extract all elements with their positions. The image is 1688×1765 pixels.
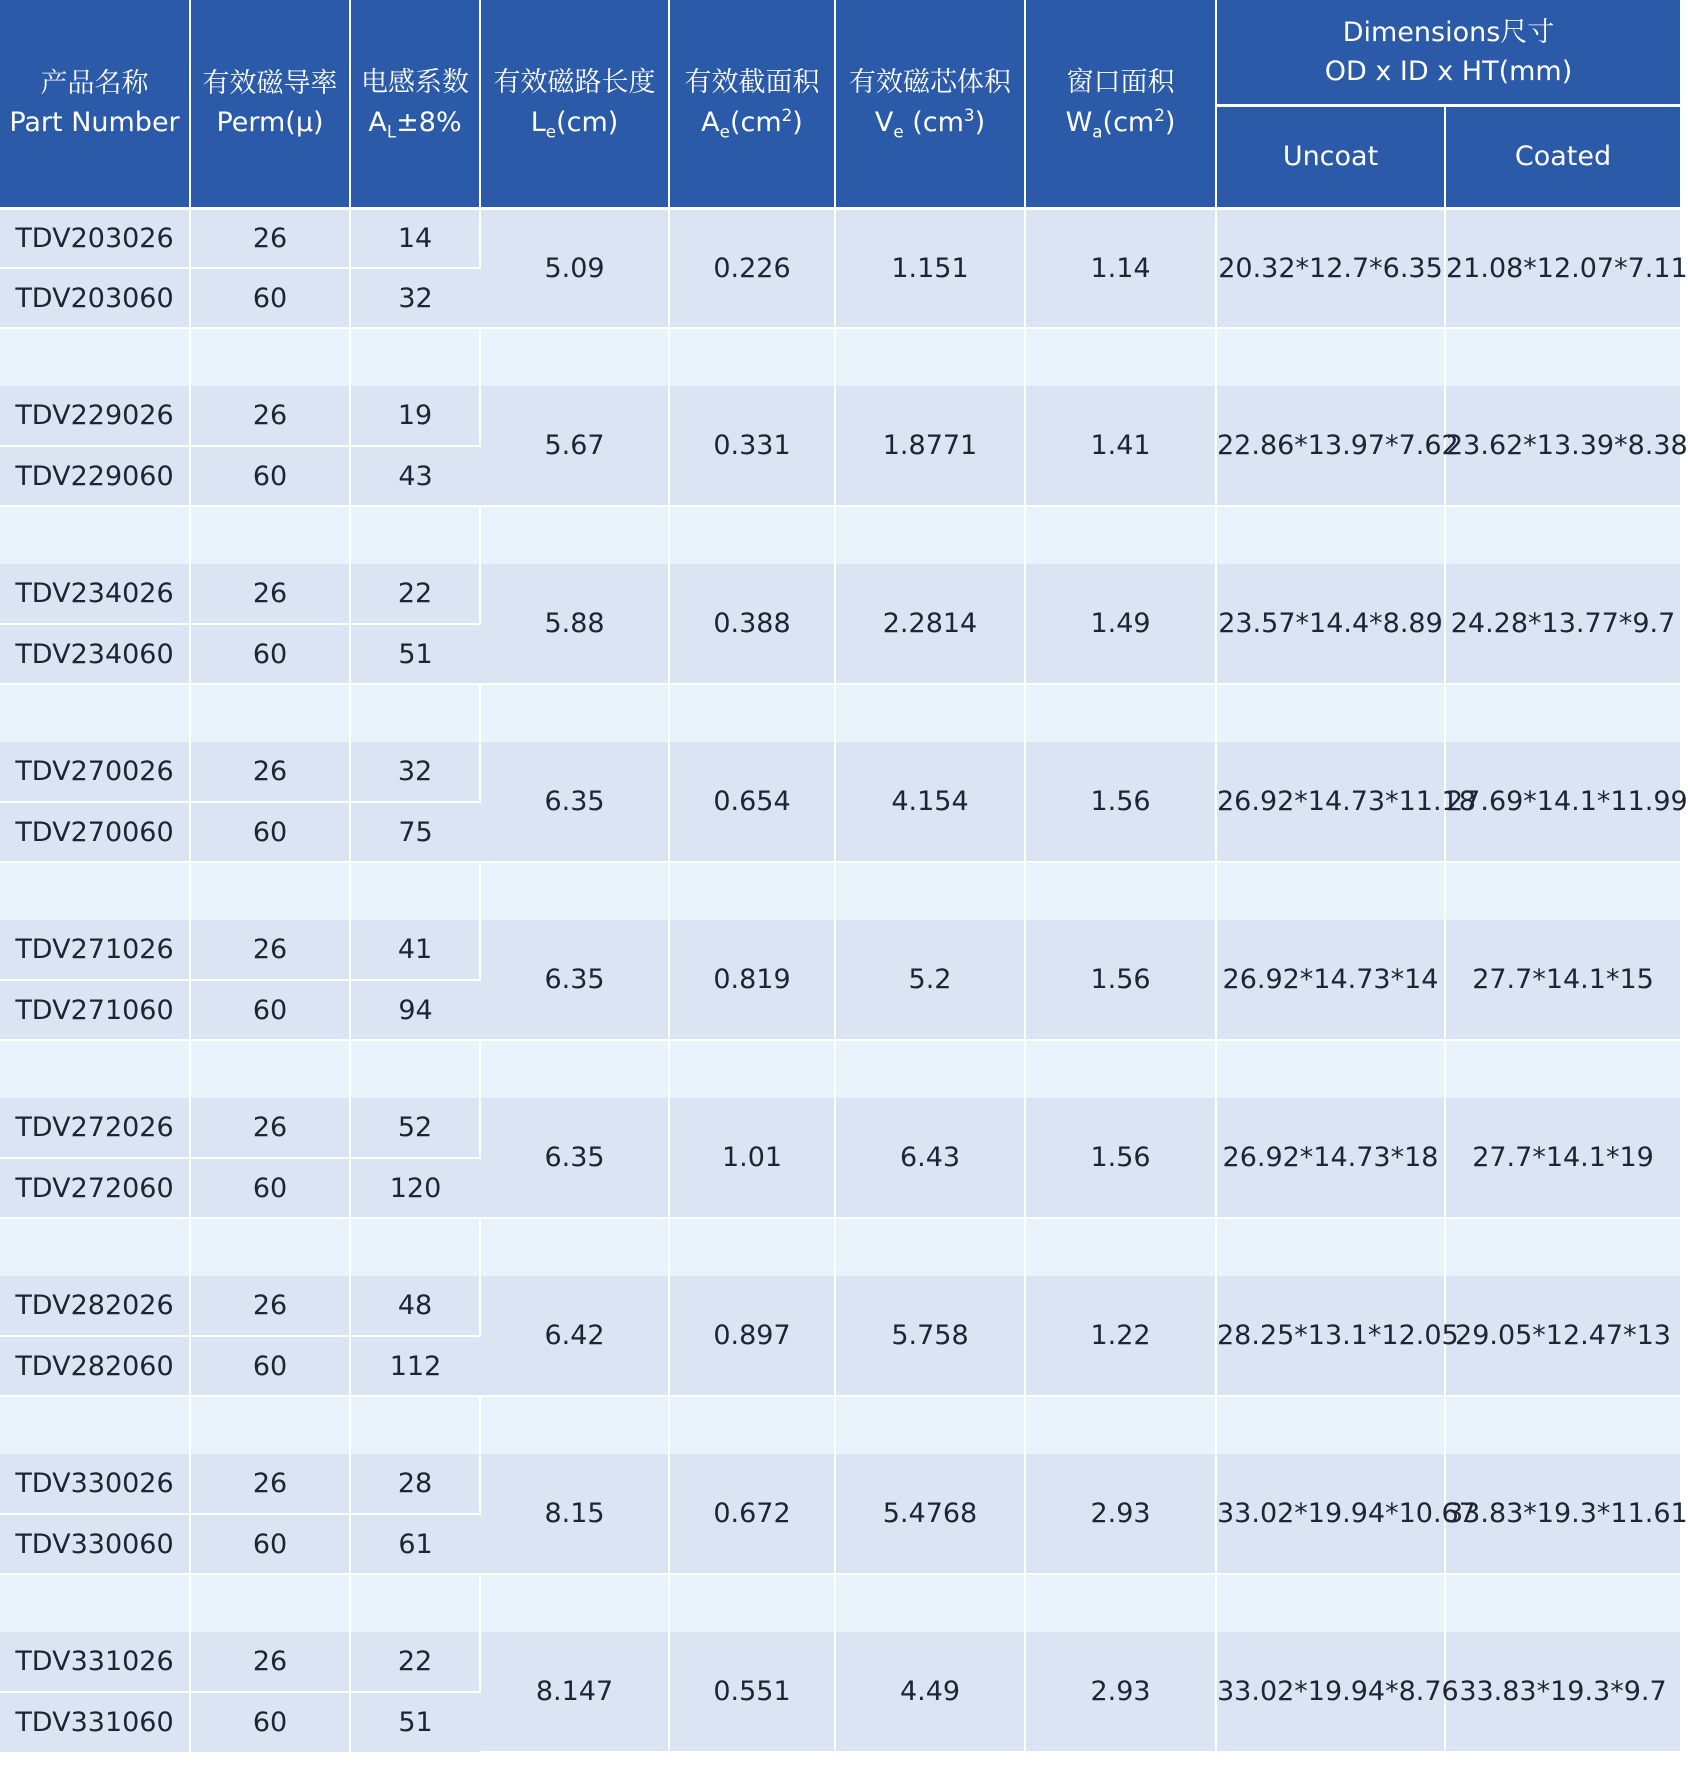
part-number-cell: TDV234026 [0, 564, 190, 624]
al-cell: 32 [350, 742, 480, 802]
ve-cell: 4.154 [835, 742, 1025, 862]
perm-cell: 26 [190, 1276, 350, 1336]
part-number-cell: TDV271060 [0, 980, 190, 1040]
ve-cell: 6.43 [835, 1098, 1025, 1218]
uncoat-dimension-cell: 26.92*14.73*14 [1216, 920, 1445, 1040]
le-cell: 6.35 [480, 1098, 669, 1218]
spacer-cell [350, 684, 480, 742]
al-cell: 14 [350, 208, 480, 268]
ae-cell: 0.388 [669, 564, 835, 684]
le-cell: 6.42 [480, 1276, 669, 1396]
header-wa-tail: ) [1164, 106, 1176, 138]
al-cell: 120 [350, 1158, 480, 1218]
spacer-cell [480, 862, 669, 920]
header-dim-line1: Dimensions尺寸 [1342, 16, 1555, 48]
wa-cell: 1.56 [1025, 1098, 1216, 1218]
coated-dimension-cell: 27.7*14.1*19 [1445, 1098, 1680, 1218]
header-ve-sup: 3 [963, 104, 975, 125]
table-row [0, 920, 1680, 980]
header-al-cn: 电感系数 [361, 67, 469, 99]
spacer-cell [835, 1040, 1025, 1098]
uncoat-dimension-cell: 28.25*13.1*12.05 [1216, 1276, 1445, 1396]
table-row [0, 1276, 1680, 1336]
part-number-cell: TDV330060 [0, 1514, 190, 1574]
part-number-cell: TDV270026 [0, 742, 190, 802]
uncoat-dimension-cell: 26.92*14.73*11.18 [1216, 742, 1445, 862]
spacer-cell [669, 506, 835, 564]
header-perm [190, 0, 350, 208]
coated-dimension-cell: 27.7*14.1*15 [1445, 920, 1680, 1040]
spacer-cell [835, 506, 1025, 564]
table-row [0, 208, 1680, 268]
perm-cell: 26 [190, 920, 350, 980]
part-number-cell: TDV229026 [0, 386, 190, 446]
spacer-cell [835, 684, 1025, 742]
header-ae-sup: 2 [781, 104, 793, 125]
wa-cell: 1.14 [1025, 208, 1216, 328]
spacer-cell [190, 684, 350, 742]
coated-dimension-cell: 21.08*12.07*7.11 [1445, 208, 1680, 328]
header-wa [1025, 0, 1216, 208]
coated-dimension-cell: 33.83*19.3*9.7 [1445, 1632, 1680, 1752]
spacer-cell [190, 862, 350, 920]
spacer-cell [0, 1396, 190, 1454]
header-dim-line2: OD x ID x HT(mm) [1324, 55, 1573, 87]
header-ae-mid: (cm [729, 106, 782, 138]
spacer-cell [1025, 684, 1216, 742]
wa-cell: 1.56 [1025, 742, 1216, 862]
part-number-cell: TDV330026 [0, 1454, 190, 1514]
header-ve-mid: (cm [903, 106, 964, 138]
header-al-tail: ±8% [396, 106, 462, 138]
uncoat-dimension-cell: 22.86*13.97*7.62 [1216, 386, 1445, 506]
coated-dimension-cell: 27.69*14.1*11.99 [1445, 742, 1680, 862]
ve-cell: 4.49 [835, 1632, 1025, 1752]
spacer-cell [1216, 1396, 1445, 1454]
spacer-cell [1025, 862, 1216, 920]
al-cell: 52 [350, 1098, 480, 1158]
perm-cell: 26 [190, 564, 350, 624]
ae-cell: 0.672 [669, 1454, 835, 1574]
perm-cell: 60 [190, 980, 350, 1040]
spacer-cell [350, 862, 480, 920]
wa-cell: 2.93 [1025, 1454, 1216, 1574]
spacer-cell [0, 506, 190, 564]
le-cell: 5.88 [480, 564, 669, 684]
spacer-cell [350, 1218, 480, 1276]
al-cell: 19 [350, 386, 480, 446]
spacer-cell [190, 328, 350, 386]
le-cell: 6.35 [480, 920, 669, 1040]
spacer-cell [1445, 1040, 1680, 1098]
header-perm-cn: 有效磁导率 [202, 68, 338, 100]
spacer-cell [1445, 328, 1680, 386]
part-number-cell: TDV331026 [0, 1632, 190, 1692]
spacer-cell [0, 1218, 190, 1276]
spacer-cell [190, 1040, 350, 1098]
le-cell: 8.15 [480, 1454, 669, 1574]
header-dimensions [1216, 0, 1680, 105]
spacer-cell [480, 1396, 669, 1454]
al-cell: 51 [398, 1707, 433, 1738]
al-cell: 61 [350, 1514, 480, 1574]
spacer-cell [190, 506, 350, 564]
perm-cell: 60 [190, 268, 350, 328]
spacer-cell [190, 1396, 350, 1454]
perm-cell: 26 [190, 1454, 350, 1514]
header-ve-cn: 有效磁芯体积 [849, 67, 1011, 99]
part-number-cell: TDV272026 [0, 1098, 190, 1158]
spacer-cell [1216, 1040, 1445, 1098]
spacer-cell [1025, 1040, 1216, 1098]
header-part-cn: 产品名称 [40, 68, 149, 100]
perm-cell: 60 [190, 1336, 350, 1396]
perm-cell: 60 [190, 1692, 350, 1752]
spacer-cell [1216, 684, 1445, 742]
spacer-cell [350, 1396, 480, 1454]
perm-cell: 60 [190, 1158, 350, 1218]
uncoat-dimension-cell: 20.32*12.7*6.35 [1216, 208, 1445, 328]
al-cell: 112 [350, 1336, 480, 1396]
al-cell: 32 [350, 268, 480, 328]
part-number-cell: TDV234060 [0, 624, 190, 684]
spacer-cell [1216, 506, 1445, 564]
perm-cell: 26 [190, 1632, 350, 1692]
spacer-cell [835, 1396, 1025, 1454]
perm-cell: 60 [190, 446, 350, 506]
al-cell: 22 [350, 564, 480, 624]
ae-cell: 0.551 [669, 1632, 835, 1752]
part-number-cell: TDV282060 [0, 1336, 190, 1396]
spacer-cell [1216, 328, 1445, 386]
header-uncoat: Uncoat [1216, 105, 1445, 208]
spacer-row [0, 328, 1680, 386]
header-al-base: A [368, 106, 387, 138]
perm-cell: 26 [190, 386, 350, 446]
header-wa-sub: a [1092, 120, 1103, 141]
ve-cell: 2.2814 [835, 564, 1025, 684]
header-ae [669, 0, 835, 208]
spacer-cell [190, 1218, 350, 1276]
al-cell: 41 [350, 920, 480, 980]
part-number-cell: TDV229060 [0, 446, 190, 506]
ve-cell: 5.2 [835, 920, 1025, 1040]
perm-cell: 26 [190, 1098, 350, 1158]
spacer-row [0, 506, 1680, 564]
header-wa-cn: 窗口面积 [1066, 67, 1175, 99]
spacer-cell [480, 684, 669, 742]
header-al [350, 0, 480, 208]
header-wa-mid: (cm [1102, 106, 1155, 138]
ve-cell: 5.4768 [835, 1454, 1025, 1574]
spacer-cell [835, 328, 1025, 386]
table-row [0, 386, 1680, 446]
spacer-cell [1445, 506, 1680, 564]
al-cell: 75 [350, 802, 480, 862]
part-number-cell: TDV270060 [0, 802, 190, 862]
part-number-cell: TDV203026 [0, 208, 190, 268]
spacer-cell [1216, 862, 1445, 920]
spacer-cell [669, 684, 835, 742]
wa-cell: 1.56 [1025, 920, 1216, 1040]
header-al-sub: L [386, 120, 397, 141]
spacer-cell [669, 1040, 835, 1098]
perm-cell: 60 [190, 1514, 350, 1574]
spacer-cell [1445, 684, 1680, 742]
wa-cell: 1.41 [1025, 386, 1216, 506]
header-part-number [0, 0, 190, 208]
part-number-cell: TDV282026 [0, 1276, 190, 1336]
part-number-cell: TDV271026 [0, 920, 190, 980]
ae-cell: 0.226 [669, 208, 835, 328]
spacer-row [0, 1574, 1680, 1632]
table-row [0, 1454, 1680, 1514]
ae-cell: 0.897 [669, 1276, 835, 1396]
header-ae-tail: ) [792, 106, 803, 138]
spacer-cell [669, 1218, 835, 1276]
le-cell: 5.09 [480, 208, 669, 328]
perm-cell: 60 [190, 624, 350, 684]
header-ae-sub: e [719, 120, 730, 141]
spacer-row [0, 1218, 1680, 1276]
spacer-cell [1025, 1218, 1216, 1276]
header-perm-en: Perm(μ) [216, 107, 324, 139]
al-cell: 48 [350, 1276, 480, 1336]
spacer-cell [0, 862, 190, 920]
header-part-en: Part Number [9, 107, 180, 139]
part-number-cell: TDV272060 [0, 1158, 190, 1218]
header-ve-sub: e [893, 120, 904, 141]
spacer-cell [480, 506, 669, 564]
spacer-row [0, 1396, 1680, 1454]
spacer-cell [480, 1574, 669, 1632]
spacer-cell [1216, 1574, 1445, 1632]
spacer-cell [835, 1218, 1025, 1276]
al-cell: 22 [350, 1632, 480, 1692]
table-row [0, 742, 1680, 802]
spacer-cell [1445, 862, 1680, 920]
spacer-cell [669, 328, 835, 386]
perm-cell: 60 [190, 802, 350, 862]
spacer-cell [480, 328, 669, 386]
al-cell: 43 [350, 446, 480, 506]
spacer-cell [0, 328, 190, 386]
wa-cell: 1.49 [1025, 564, 1216, 684]
ae-cell: 0.331 [669, 386, 835, 506]
wa-cell: 2.93 [1025, 1632, 1216, 1752]
spacer-cell [1445, 1218, 1680, 1276]
header-ve-tail: ) [974, 106, 986, 138]
coated-dimension-cell: 23.62*13.39*8.38 [1445, 386, 1680, 506]
ve-cell: 5.758 [835, 1276, 1025, 1396]
table-row [0, 1632, 1680, 1692]
al-cell: 94 [350, 980, 480, 1040]
uncoat-dimension-cell: 33.02*19.94*10.67 [1216, 1454, 1445, 1574]
uncoat-dimension-cell: 26.92*14.73*18 [1216, 1098, 1445, 1218]
header-ae-cn: 有效截面积 [684, 67, 820, 99]
header-le-cn: 有效磁路长度 [493, 67, 656, 99]
perm-cell: 26 [190, 742, 350, 802]
ae-cell: 0.654 [669, 742, 835, 862]
ae-cell: 0.819 [669, 920, 835, 1040]
spacer-cell [835, 862, 1025, 920]
table-header [0, 0, 1680, 208]
coated-dimension-cell: 29.05*12.47*13 [1445, 1276, 1680, 1396]
spacer-cell [1025, 506, 1216, 564]
header-coated: Coated [1445, 105, 1680, 208]
spacer-cell [480, 1040, 669, 1098]
spacer-cell [350, 506, 480, 564]
spacer-cell [1025, 1396, 1216, 1454]
spacer-cell [1445, 1574, 1680, 1632]
spacer-row [0, 862, 1680, 920]
spacer-cell [1025, 1574, 1216, 1632]
spacer-row [0, 684, 1680, 742]
header-le [480, 0, 669, 208]
spacer-cell [1025, 328, 1216, 386]
table-row [0, 1098, 1680, 1158]
coated-dimension-cell: 33.83*19.3*11.61 [1445, 1454, 1680, 1574]
spacer-cell [480, 1218, 669, 1276]
header-wa-base: W [1065, 106, 1093, 138]
part-number-cell: TDV203060 [0, 268, 190, 328]
header-ve-base: V [874, 106, 894, 138]
al-cell: 51 [350, 624, 480, 684]
header-ae-base: A [701, 106, 720, 138]
header-le-sub: e [545, 120, 557, 141]
ve-cell: 1.8771 [835, 386, 1025, 506]
uncoat-dimension-cell: 23.57*14.4*8.89 [1216, 564, 1445, 684]
spacer-cell [190, 1574, 350, 1632]
uncoat-dimension-cell: 33.02*19.94*8.76 [1216, 1632, 1445, 1752]
spacer-cell [350, 1574, 480, 1632]
le-cell: 5.67 [480, 386, 669, 506]
header-ve [835, 0, 1025, 208]
spacer-row [0, 1040, 1680, 1098]
spacer-cell [669, 1396, 835, 1454]
ve-cell: 1.151 [835, 208, 1025, 328]
le-cell: 6.35 [480, 742, 669, 862]
spacer-cell [1445, 1396, 1680, 1454]
header-wa-sup: 2 [1154, 104, 1165, 125]
table-body [0, 208, 1688, 1752]
coated-dimension-cell: 24.28*13.77*9.7 [1445, 564, 1680, 684]
table-row [0, 564, 1680, 624]
spacer-cell [0, 1574, 190, 1632]
perm-cell: 26 [190, 208, 350, 268]
header-le-tail: (cm) [556, 106, 619, 138]
header-le-base: L [530, 106, 546, 138]
al-cell: 28 [350, 1454, 480, 1514]
wa-cell: 1.22 [1025, 1276, 1216, 1396]
spacer-cell [835, 1574, 1025, 1632]
spacer-cell [1216, 1218, 1445, 1276]
spacer-cell [350, 1040, 480, 1098]
ae-cell: 1.01 [669, 1098, 835, 1218]
spacer-cell [0, 1040, 190, 1098]
part-number-cell: TDV331060 [0, 1692, 190, 1752]
spacer-cell [669, 862, 835, 920]
spacer-cell [350, 328, 480, 386]
spacer-cell [0, 684, 190, 742]
le-cell: 8.147 [480, 1632, 669, 1752]
spacer-cell [669, 1574, 835, 1632]
